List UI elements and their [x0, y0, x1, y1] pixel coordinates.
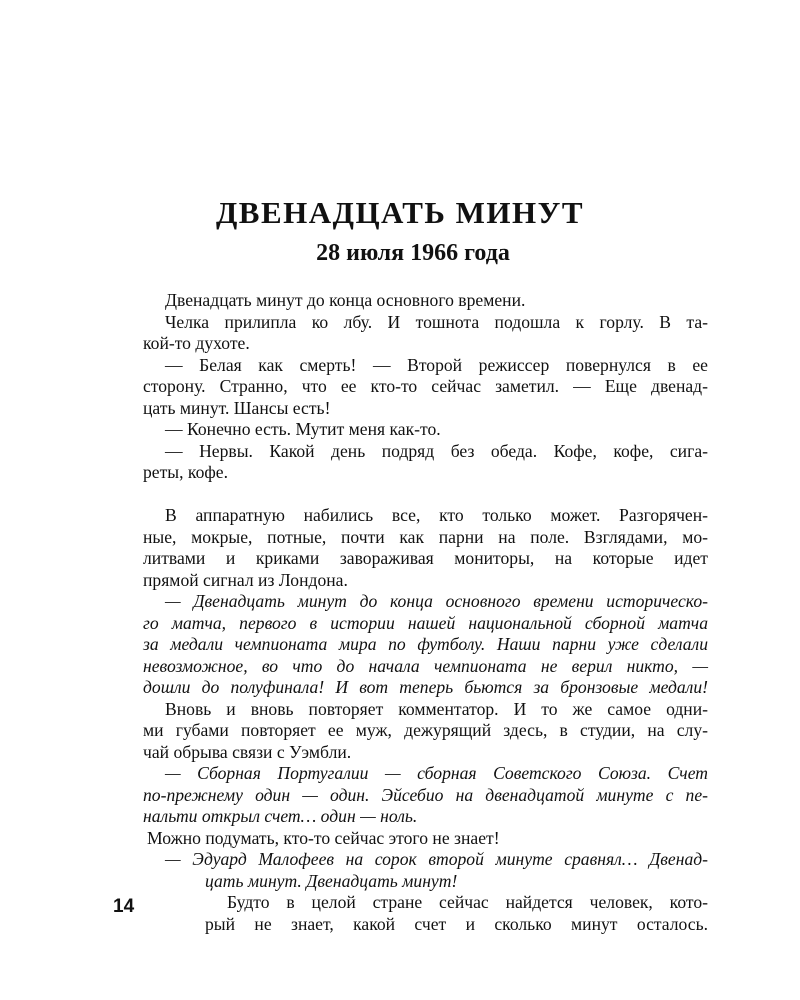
text-line: Двенадцать минут до конца основного времени. [165, 290, 526, 310]
text-line-italic: нальти открыл счет… один — ноль. [143, 806, 418, 826]
text-line: Челка прилипла ко лбу. И тошнота подошла к горлу. В та- [165, 311, 708, 332]
text-line: ми губами повторяет ее муж, дежурящий здесь, в студии, на слу- [143, 720, 708, 740]
text-line-italic: — Эдуард Малофеев на сорок второй минуте сравнял… Двенад- [165, 849, 708, 869]
text-line-italic: цать минут. Двенадцать минут! [205, 870, 458, 891]
text-line-italic: — Сборная Португалии — сборная Советского Союза. Счет [165, 763, 708, 783]
text-line: литвами и криками завораживая мониторы, на которые идет [143, 548, 708, 568]
text-line-italic: за медали чемпионата мира по футболу. Наши парни уже сделали [143, 634, 708, 654]
text-line: сторону. Странно, что ее кто-то сейчас заметил. — Еще двенад- [143, 376, 708, 396]
text-line-italic: невозможное, во что до начала чемпионата не верил никто, — [143, 655, 708, 676]
text-line: реты, кофе. [143, 462, 228, 482]
chapter-body [143, 290, 708, 935]
text-line: В аппаратную набились все, кто только может. Разгорячен- [165, 505, 708, 525]
text-line: цать минут. Шансы есть! [143, 397, 331, 418]
text-line: — Нервы. Какой день подряд без обеда. Кофе, кофе, сига- [165, 440, 708, 461]
text-line: прямой сигнал из Лондона. [143, 569, 348, 590]
text-line-italic: го матча, первого в истории нашей национальной сборной матча [143, 612, 708, 633]
text-line: — Конечно есть. Мутит меня как-то. [165, 419, 441, 439]
text-line: Будто в целой стране сейчас найдется человек, кото- [227, 892, 708, 912]
paragraph-gap [143, 484, 708, 506]
text-line: ные, мокрые, потные, почти как парни на поле. Взглядами, мо- [143, 526, 708, 547]
text-line: — Белая как смерть! — Второй режиссер повернулся в ее [165, 354, 708, 375]
chapter-title: ДВЕНАДЦАТЬ МИНУТ [215, 195, 585, 230]
text-line: Вновь и вновь повторяет комментатор. И то же самое одни- [165, 698, 708, 719]
text-line-italic: по-прежнему один — один. Эйсебио на двенадцатой минуте с пе- [143, 784, 708, 805]
text-line: кой-то духоте. [143, 333, 250, 353]
text-line: чай обрыва связи с Уэмбли. [143, 741, 352, 762]
text-line-italic: дошли до полуфинала! И вот теперь бьются за бронзовые медали! [143, 677, 708, 697]
text-line-italic: — Двенадцать минут до конца основного времени историческо- [165, 591, 708, 611]
text-line: Можно подумать, кто-то сейчас этого не знает! [147, 827, 500, 848]
page-number: 14 [113, 896, 135, 917]
text-line: рый не знает, какой счет и сколько минут осталось. [205, 913, 708, 934]
chapter-date: 28 июля 1966 года [316, 240, 510, 266]
